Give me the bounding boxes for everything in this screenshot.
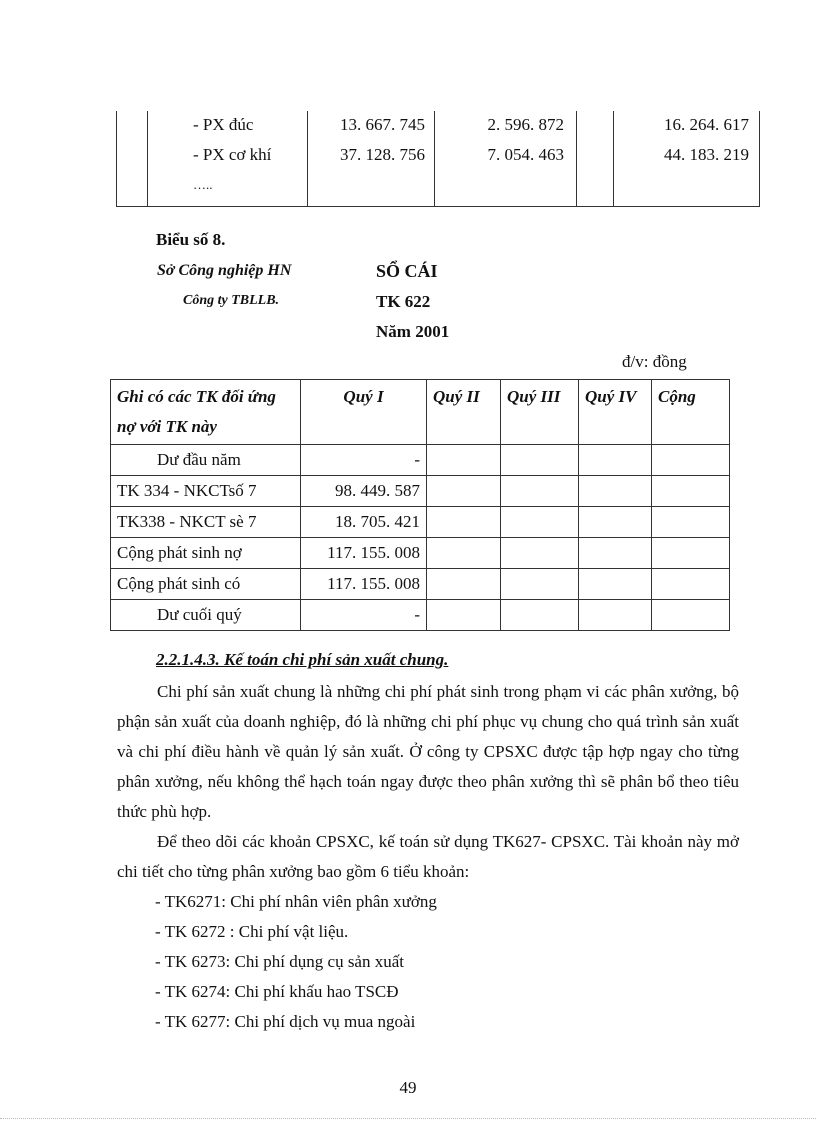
row-label: TK 334 - NKCTsố 7 xyxy=(111,476,301,507)
ledger-table xyxy=(110,379,730,631)
list-item: - TK 6272 : Chi phí vật liệu. xyxy=(155,922,349,941)
row-label: Dư đầu năm xyxy=(111,445,301,476)
table-row xyxy=(111,476,730,507)
ledger-header-row xyxy=(111,380,730,445)
form-number: Biểu số 8. xyxy=(156,230,226,249)
ellipsis: ….. xyxy=(193,177,213,192)
column-header: Quý I xyxy=(301,380,427,445)
column-header: Quý II xyxy=(427,380,501,445)
cell-value: - xyxy=(301,600,427,631)
table-divider xyxy=(434,111,435,206)
list-item: - TK6271: Chi phí nhân viên phân xưởng xyxy=(155,892,437,911)
continuation-table xyxy=(116,111,760,207)
cell-value: 117. 155. 008 xyxy=(301,538,427,569)
table-divider xyxy=(147,111,148,206)
row-label: TK338 - NKCT sè 7 xyxy=(111,507,301,538)
cell-value: - xyxy=(301,445,427,476)
row-label: Cộng phát sinh nợ xyxy=(111,538,301,569)
table-row xyxy=(111,569,730,600)
footer-divider xyxy=(0,1118,816,1119)
column-header: Ghi có các TK đối ứng nợ với TK này xyxy=(111,380,301,445)
year-label: Năm 2001 xyxy=(376,322,450,341)
cell-value: 18. 705. 421 xyxy=(301,507,427,538)
paragraph: Để theo dõi các khoản CPSXC, kế toán sử dụng TK627- CPSXC. Tài khoản này mở chi tiết cho từng phân xưởng bao gồm 6 tiểu khoản: xyxy=(117,832,739,881)
table-row xyxy=(111,507,730,538)
column-header: Cộng xyxy=(652,380,730,445)
column-header: Quý IV xyxy=(579,380,652,445)
row-label: - PX đúc xyxy=(193,115,254,134)
cell-value: 117. 155. 008 xyxy=(301,569,427,600)
table-row xyxy=(111,538,730,569)
paragraph: Chi phí sản xuất chung là những chi phí phát sinh trong phạm vi các phân xưởng, bộ phận sản xuất của doanh nghiệp, đó là những chi phí phục vụ chung cho quá trình sản xuất và chi phí điều hành về quản lý sản xuất. Ở công ty CPSXC được tập hợp ngay cho từng phân xưởng, nếu không thể hạch toán ngay được theo phân xưởng thì sẽ phân bổ theo tiêu thức phù hợp. xyxy=(117,682,739,821)
cell-value: 7. 054. 463 xyxy=(487,145,564,164)
section-title: 2.2.1.4.3. Kế toán chi phí sản xuất chung. xyxy=(156,650,449,669)
table-divider xyxy=(613,111,614,206)
document-title: SỔ CÁI xyxy=(376,261,438,281)
account-number: TK 622 xyxy=(376,292,431,311)
cell-value: 13. 667. 745 xyxy=(340,115,425,134)
cell-value: 44. 183. 219 xyxy=(664,145,749,164)
cell-value: 16. 264. 617 xyxy=(664,115,749,134)
page-number: 49 xyxy=(399,1078,417,1097)
table-row xyxy=(111,600,730,631)
cell-value: 37. 128. 756 xyxy=(340,145,425,164)
cell-value: 2. 596. 872 xyxy=(487,115,564,134)
row-label: Cộng phát sinh có xyxy=(111,569,301,600)
list-item: - TK 6274: Chi phí khấu hao TSCĐ xyxy=(155,982,399,1001)
body-text xyxy=(117,677,739,887)
list-item: - TK 6273: Chi phí dụng cụ sản xuất xyxy=(155,952,404,971)
list-item: - TK 6277: Chi phí dịch vụ mua ngoài xyxy=(155,1012,416,1031)
unit-label: đ/v: đồng xyxy=(622,352,687,371)
table-row xyxy=(111,445,730,476)
row-label: Dư cuối quý xyxy=(111,600,301,631)
row-label: - PX cơ khí xyxy=(193,145,272,164)
cell-value: 98. 449. 587 xyxy=(301,476,427,507)
company-name: Công ty TBLLB. xyxy=(183,293,280,308)
table-divider xyxy=(307,111,308,206)
table-divider xyxy=(576,111,577,206)
account-list xyxy=(155,887,437,1037)
department-name: Sở Công nghiệp HN xyxy=(157,262,292,279)
column-header: Quý III xyxy=(501,380,579,445)
